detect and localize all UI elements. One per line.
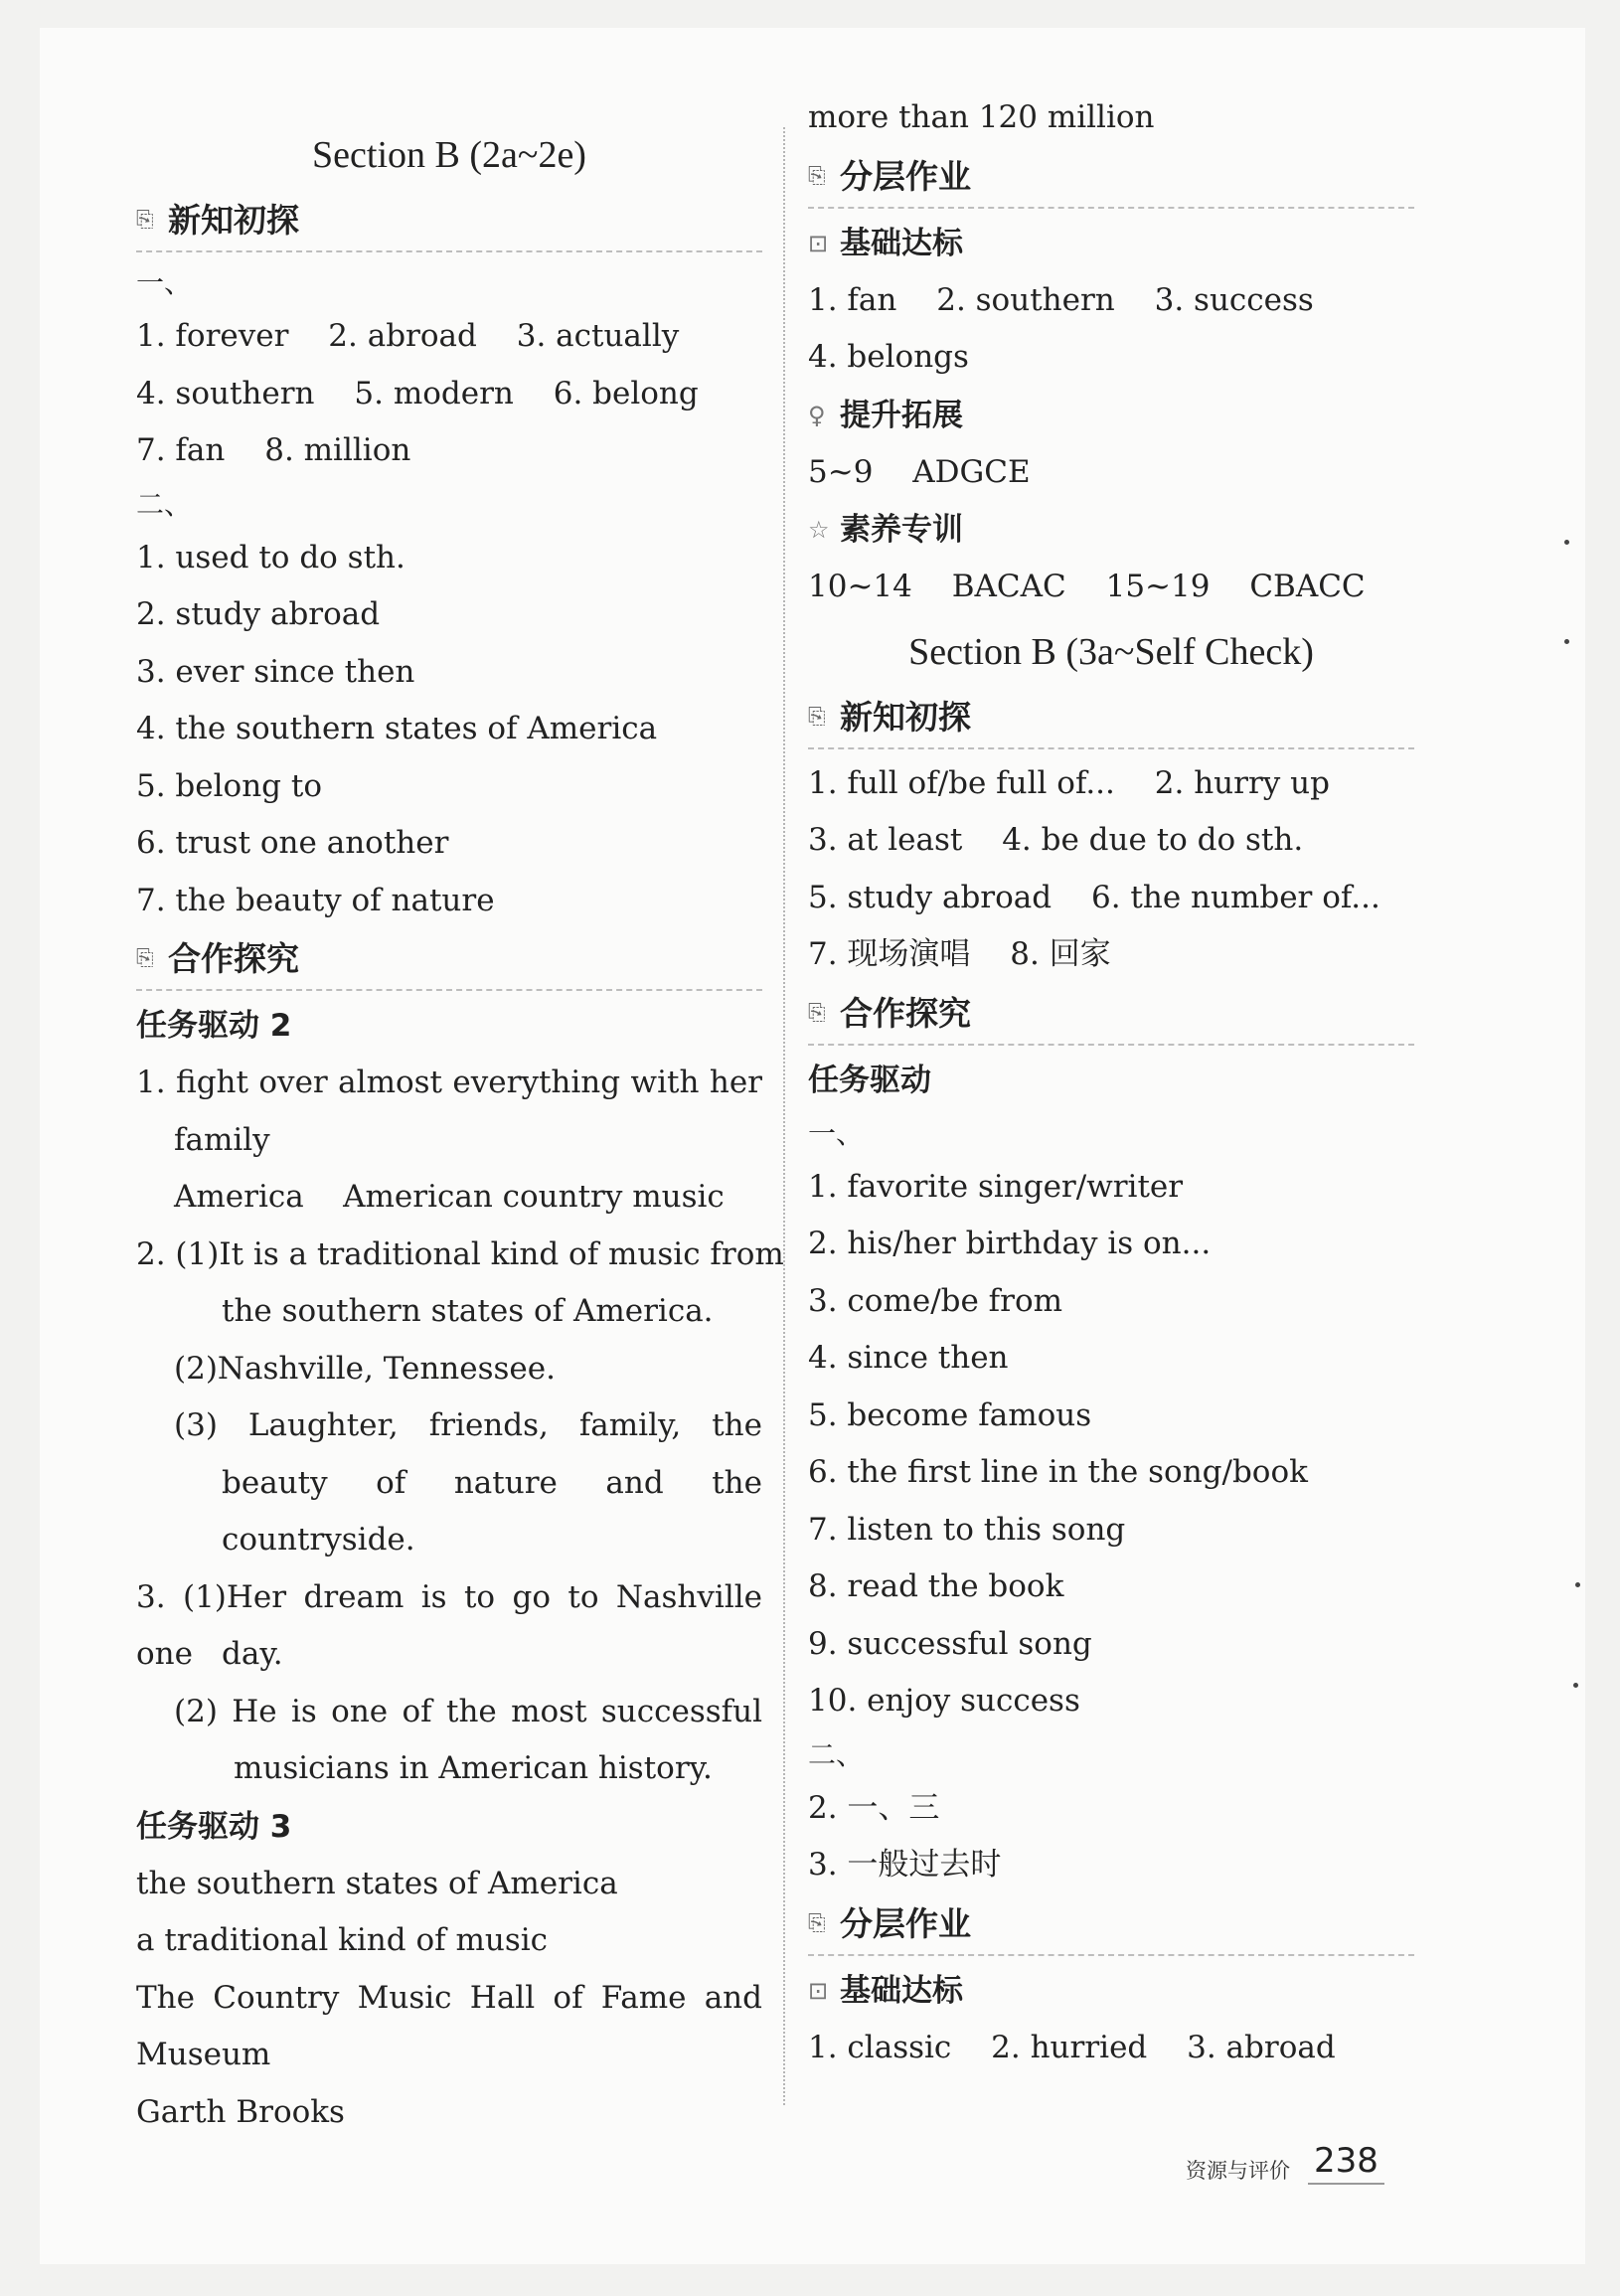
bulb-icon: ♀ [808,401,826,429]
answer-line: 1. favorite singer/writer [808,1168,1184,1205]
bookmark-icon: ⎘ [136,946,154,971]
part-marker: 二、 [808,1737,865,1771]
bookmark-icon: ⎘ [808,1910,826,1936]
answer-line: 9. successful song [808,1625,1092,1662]
answer-line: 2. his/her birthday is on... [808,1226,1212,1261]
bookmark-icon: ⎘ [136,208,154,233]
subsection-header [808,215,1414,272]
section-header [808,1894,1414,1956]
answer-line: (2)Nashville, Tennessee. [174,1350,556,1387]
subsection-label: 基础达标 [840,1972,963,2009]
answer-line: 6. trust one another [136,825,449,861]
subsection-label: 提升拓展 [840,397,963,433]
answer-line: (3) Laughter, friends, family, the [174,1407,762,1443]
answer-line: 3. 一般过去时 [808,1847,1002,1883]
bookmark-icon: ⎘ [808,163,826,189]
scan-speck [1564,540,1569,545]
answer-line: the southern states of America. [222,1293,714,1329]
star-icon: ☆ [808,516,830,544]
answer-line: 1. forever 2. abroad 3. actually [136,318,680,354]
answer-line: The Country Music Hall of Fame and [136,1979,762,2016]
subsection-label: 素养专训 [840,512,963,548]
section-header-label: 合作探究 [168,939,299,978]
answer-line: 2. study abroad [136,596,381,632]
answer-line: day. [222,1636,283,1672]
answer-line: 10. enjoy success [808,1683,1080,1719]
section-header-label: 分层作业 [840,1903,971,1943]
answer-line: 7. listen to this song [808,1511,1126,1548]
page [40,28,1585,2264]
answer-line: 5. become famous [808,1396,1092,1433]
answer-line: 3. ever since then [136,653,415,690]
answer-line: 1. full of/be full of... 2. hurry up [808,764,1330,801]
subsection-header [808,387,1414,444]
left-column [136,119,784,2141]
answer-line: (2) He is one of the most successful [174,1693,762,1729]
part-marker: 一、 [808,1116,865,1150]
answer-line: 5. study abroad 6. the number of... [808,879,1380,915]
answer-line: 1. fan 2. southern 3. success [808,281,1314,318]
answer-line: 5~9 ADGCE [808,453,1031,490]
answer-line: 1. used to do sth. [136,539,405,575]
answer-line: 1. fight over almost everything with her [136,1065,762,1100]
answer-line: Museum [136,2037,271,2072]
scan-speck [1564,639,1569,644]
answer-line: 3. (1)Her dream is to go to Nashville one [136,1578,762,1672]
lock-icon: ⊡ [808,229,829,257]
task-heading: 任务驱动 [808,1062,931,1098]
answer-line: America American country music [174,1179,725,1215]
page-number: 238 [1308,2141,1384,2185]
page-footer [1186,2141,1384,2185]
footer-label: 资源与评价 [1186,2159,1290,2183]
answer-line: 1. classic 2. hurried 3. abroad [808,2029,1336,2065]
answer-line: 4. the southern states of America [136,711,658,746]
answer-line: 3. come/be from [808,1282,1063,1319]
answer-line: 7. the beauty of nature [136,882,495,918]
answer-line: musicians in American history. [234,1750,713,1786]
section-title: Section B (2a~2e) [312,134,586,176]
section-header [136,929,762,991]
answer-line: more than 120 million [808,99,1155,135]
section-title: Section B (3a~Self Check) [908,630,1314,673]
part-marker: 二、 [136,487,193,521]
answer-line: 4. southern 5. modern 6. belong [136,375,699,411]
answer-line: 4. since then [808,1340,1009,1376]
answer-line: 6. the first line in the song/book [808,1454,1308,1490]
answer-line: the southern states of America [136,1865,618,1901]
subsection-label: 基础达标 [840,225,963,261]
answer-line: 5. belong to [136,767,322,804]
answer-line: 2. 一、三 [808,1789,940,1826]
answer-line: family [174,1121,270,1158]
answer-line: 2. (1)It is a traditional kind of music from [136,1235,784,1272]
subsection-header [808,501,1414,559]
section-header [808,147,1414,209]
part-marker: 一、 [136,266,193,299]
right-column [808,89,1414,2076]
answer-line: a traditional kind of music [136,1922,549,1958]
section-header [808,688,1414,749]
section-header [808,984,1414,1046]
answer-line: beauty of nature and the [222,1464,762,1501]
column-divider [783,127,785,2105]
answer-line: 7. 现场演唱 8. 回家 [808,936,1111,972]
section-header-label: 分层作业 [840,156,971,196]
answer-line: 3. at least 4. be due to do sth. [808,822,1304,858]
answer-line: countryside. [222,1522,415,1558]
answer-line: 8. read the book [808,1568,1064,1604]
section-header [136,191,762,252]
lock-icon: ⊡ [808,1976,829,2005]
bookmark-icon: ⎘ [808,704,826,730]
section-header-label: 新知初探 [168,201,299,240]
task-heading: 任务驱动 3 [136,1808,292,1845]
answer-line: 4. belongs [808,339,969,375]
subsection-header [808,1962,1414,2020]
bookmark-icon: ⎘ [808,1000,826,1026]
answer-line: Garth Brooks [136,2093,345,2130]
scan-speck [1573,1683,1578,1688]
answer-line: 10~14 BACAC 15~19 CBACC [808,569,1366,604]
section-header-label: 新知初探 [840,697,971,737]
task-heading: 任务驱动 2 [136,1008,292,1044]
answer-line: 7. fan 8. million [136,432,411,468]
section-header-label: 合作探究 [840,993,971,1033]
scan-speck [1575,1582,1580,1587]
